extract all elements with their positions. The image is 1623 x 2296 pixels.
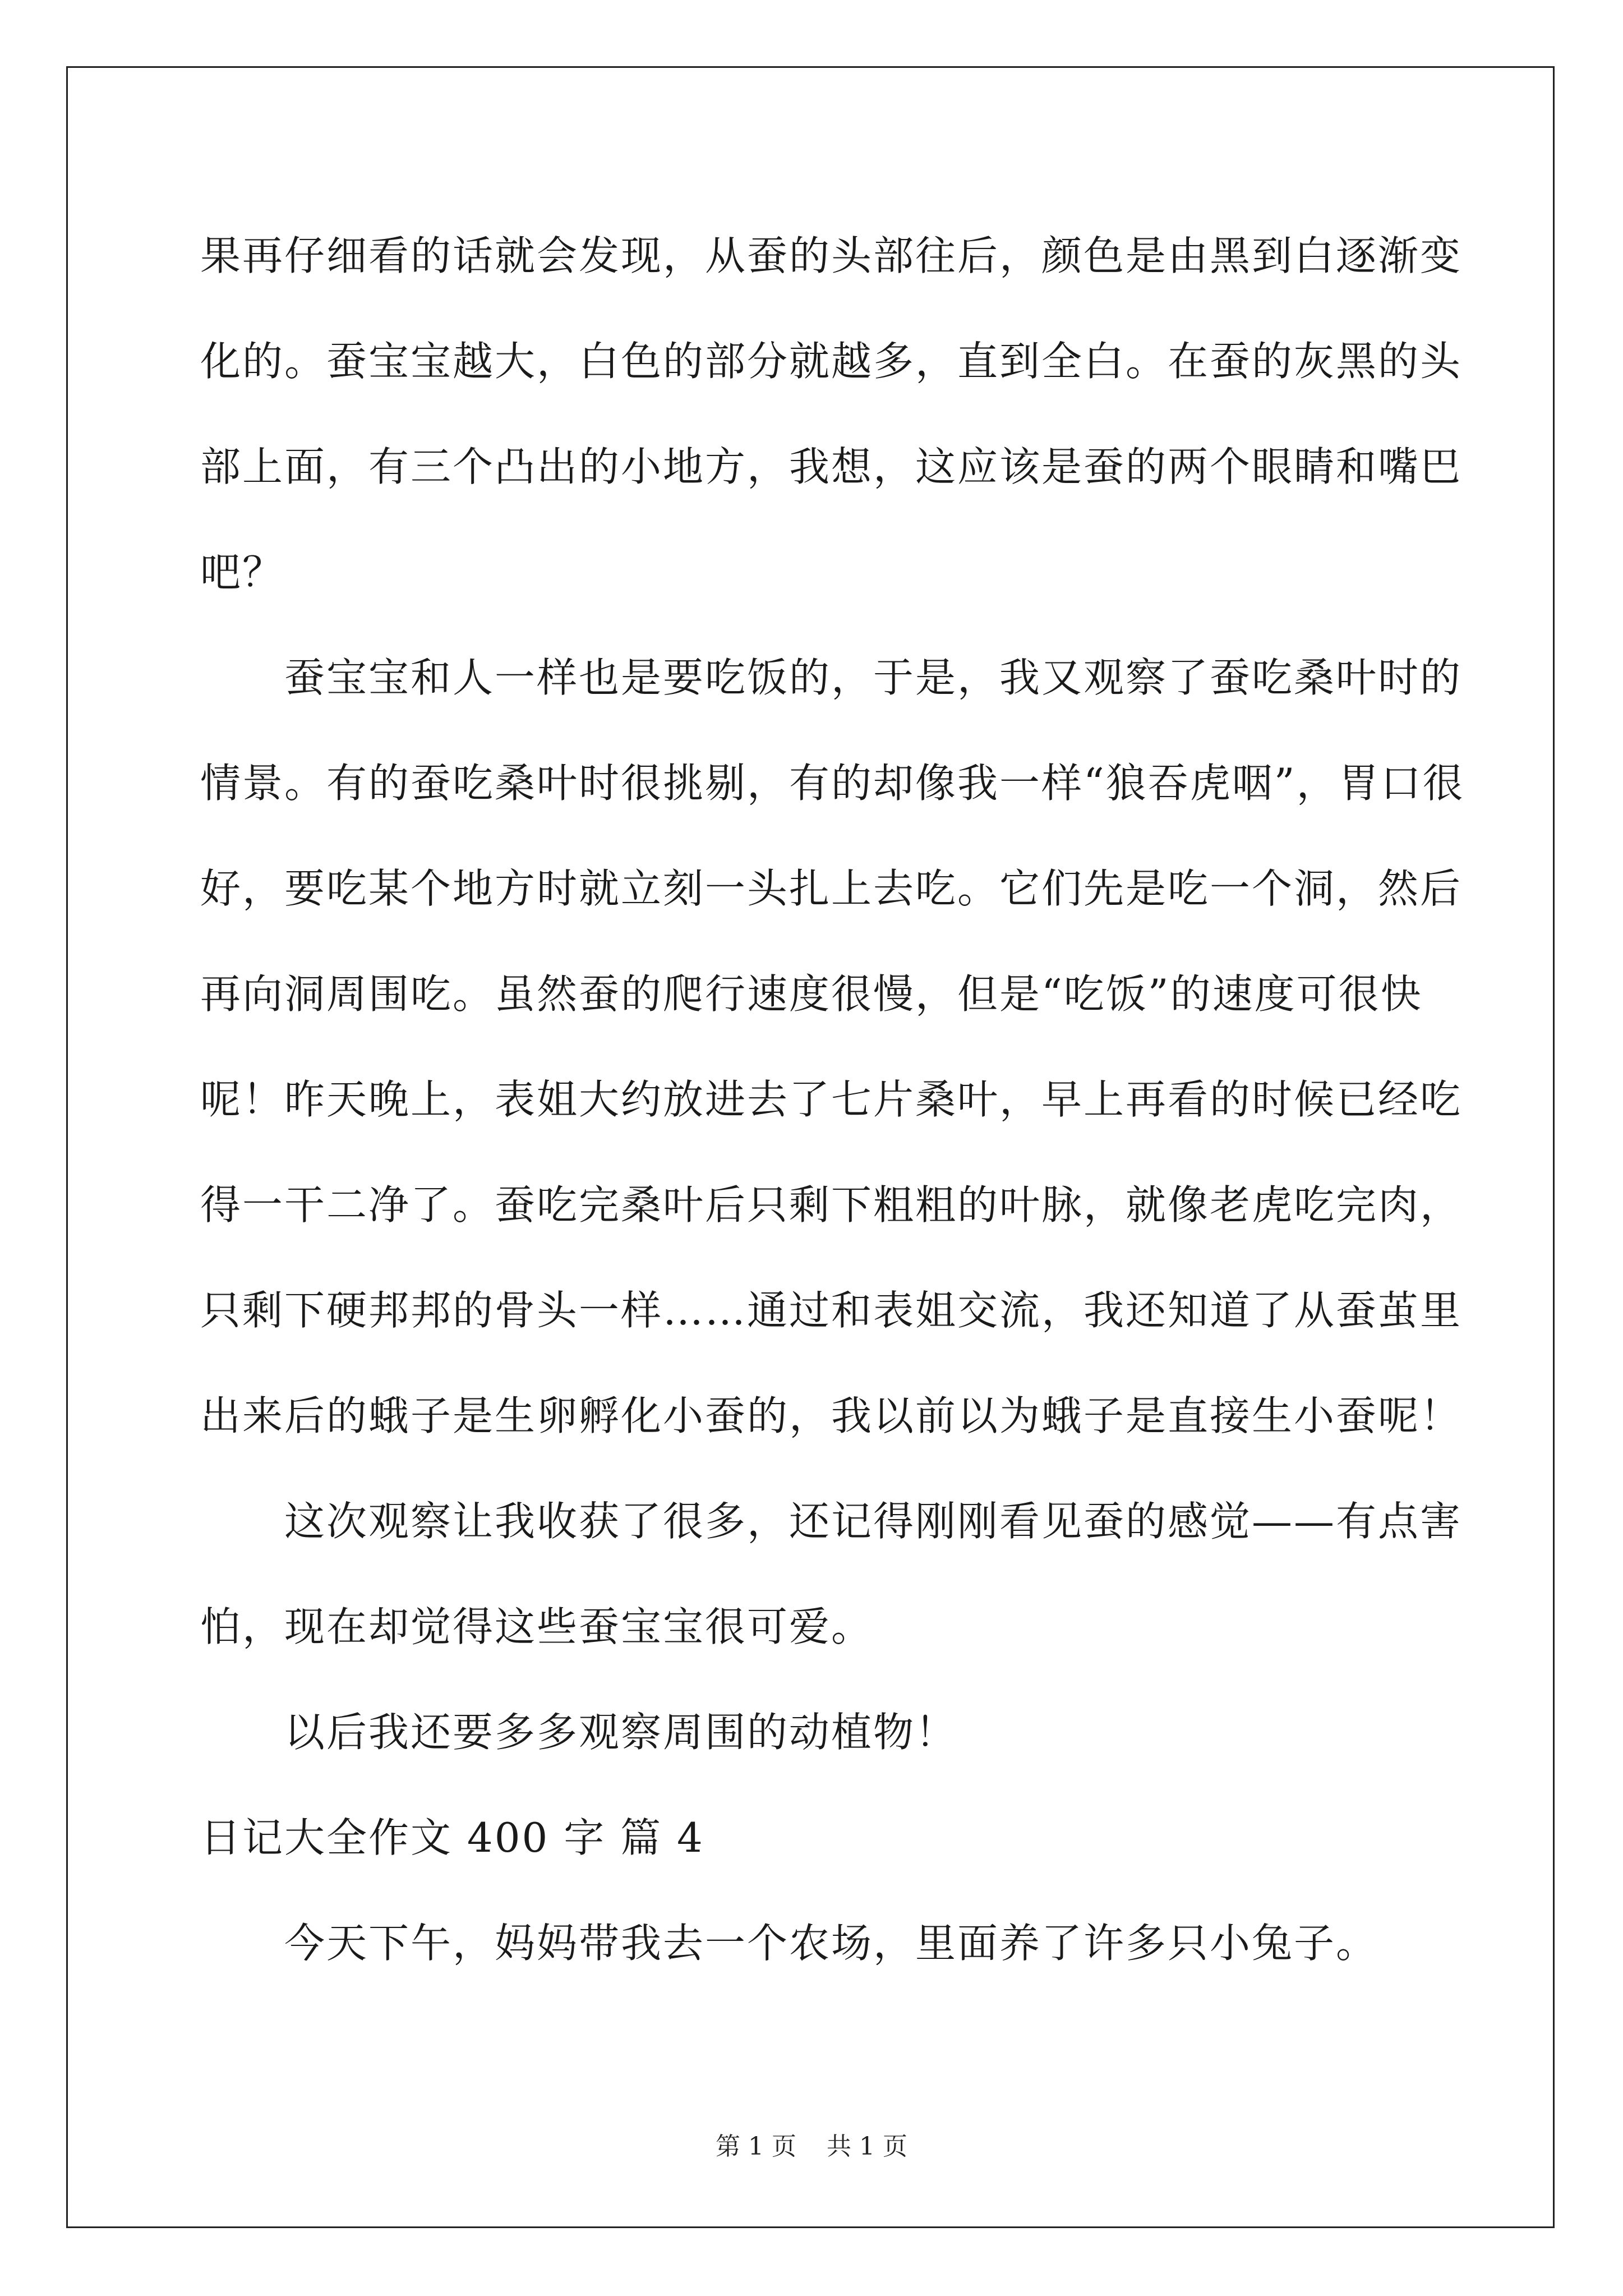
text-line: 只剩下硬邦邦的骨头一样……通过和表姐交流，我还知道了从蚕茧里 — [200, 1287, 1463, 1334]
text-line: 果再仔细看的话就会发现，从蚕的头部往后，颜色是由黑到白逐渐变 — [200, 232, 1463, 279]
paragraph — [200, 625, 1465, 1469]
text-line: 再向洞周围吃。虽然蚕的爬行速度很慢，但是“吃饭”的速度可很快 — [200, 970, 1423, 1018]
text-line: 化的。蚕宝宝越大，白色的部分就越多，直到全白。在蚕的灰黑的头 — [200, 338, 1463, 385]
text-line: 得一干二净了。蚕吃完桑叶后只剩下粗粗的叶脉，就像老虎吃完肉， — [200, 1181, 1463, 1228]
text-line: 呢！昨天晚上，表姐大约放进去了七片桑叶，早上再看的时候已经吃 — [200, 1076, 1463, 1123]
text-line: 蚕宝宝和人一样也是要吃饭的，于是，我又观察了蚕吃桑叶时的 — [284, 654, 1463, 701]
text-line: 以后我还要多多观察周围的动植物！ — [284, 1709, 958, 1756]
section-heading — [200, 1785, 1422, 1890]
text-line: 这次观察让我收获了很多，还记得刚刚看见蚕的感觉——有点害 — [284, 1498, 1463, 1545]
total-pages-label: 共 1 页 — [827, 2132, 907, 2161]
paragraph — [200, 1680, 1422, 1785]
paragraph — [200, 1890, 1422, 1996]
text-line: 情景。有的蚕吃桑叶时很挑剔，有的却像我一样“狼吞虎咽”，胃口很 — [200, 760, 1465, 807]
paragraph — [200, 1469, 1463, 1680]
text-line: 怕，现在却觉得这些蚕宝宝很可爱。 — [200, 1603, 874, 1650]
current-page-label: 第 1 页 — [716, 2132, 796, 2161]
document-body — [200, 203, 1465, 1996]
heading-line: 日记大全作文 400 字 篇 4 — [200, 1814, 704, 1861]
page-footer — [0, 2126, 1623, 2162]
paragraph — [200, 203, 1463, 625]
text-line: 今天下午，妈妈带我去一个农场，里面养了许多只小兔子。 — [284, 1920, 1378, 1967]
text-line: 出来后的蛾子是生卵孵化小蚕的，我以前以为蛾子是直接生小蚕呢！ — [200, 1392, 1463, 1439]
text-line: 好，要吃某个地方时就立刻一头扎上去吃。它们先是吃一个洞，然后 — [200, 865, 1463, 912]
text-line: 吧？ — [200, 549, 285, 596]
text-line: 部上面，有三个凸出的小地方，我想，这应该是蚕的两个眼睛和嘴巴 — [200, 443, 1463, 490]
